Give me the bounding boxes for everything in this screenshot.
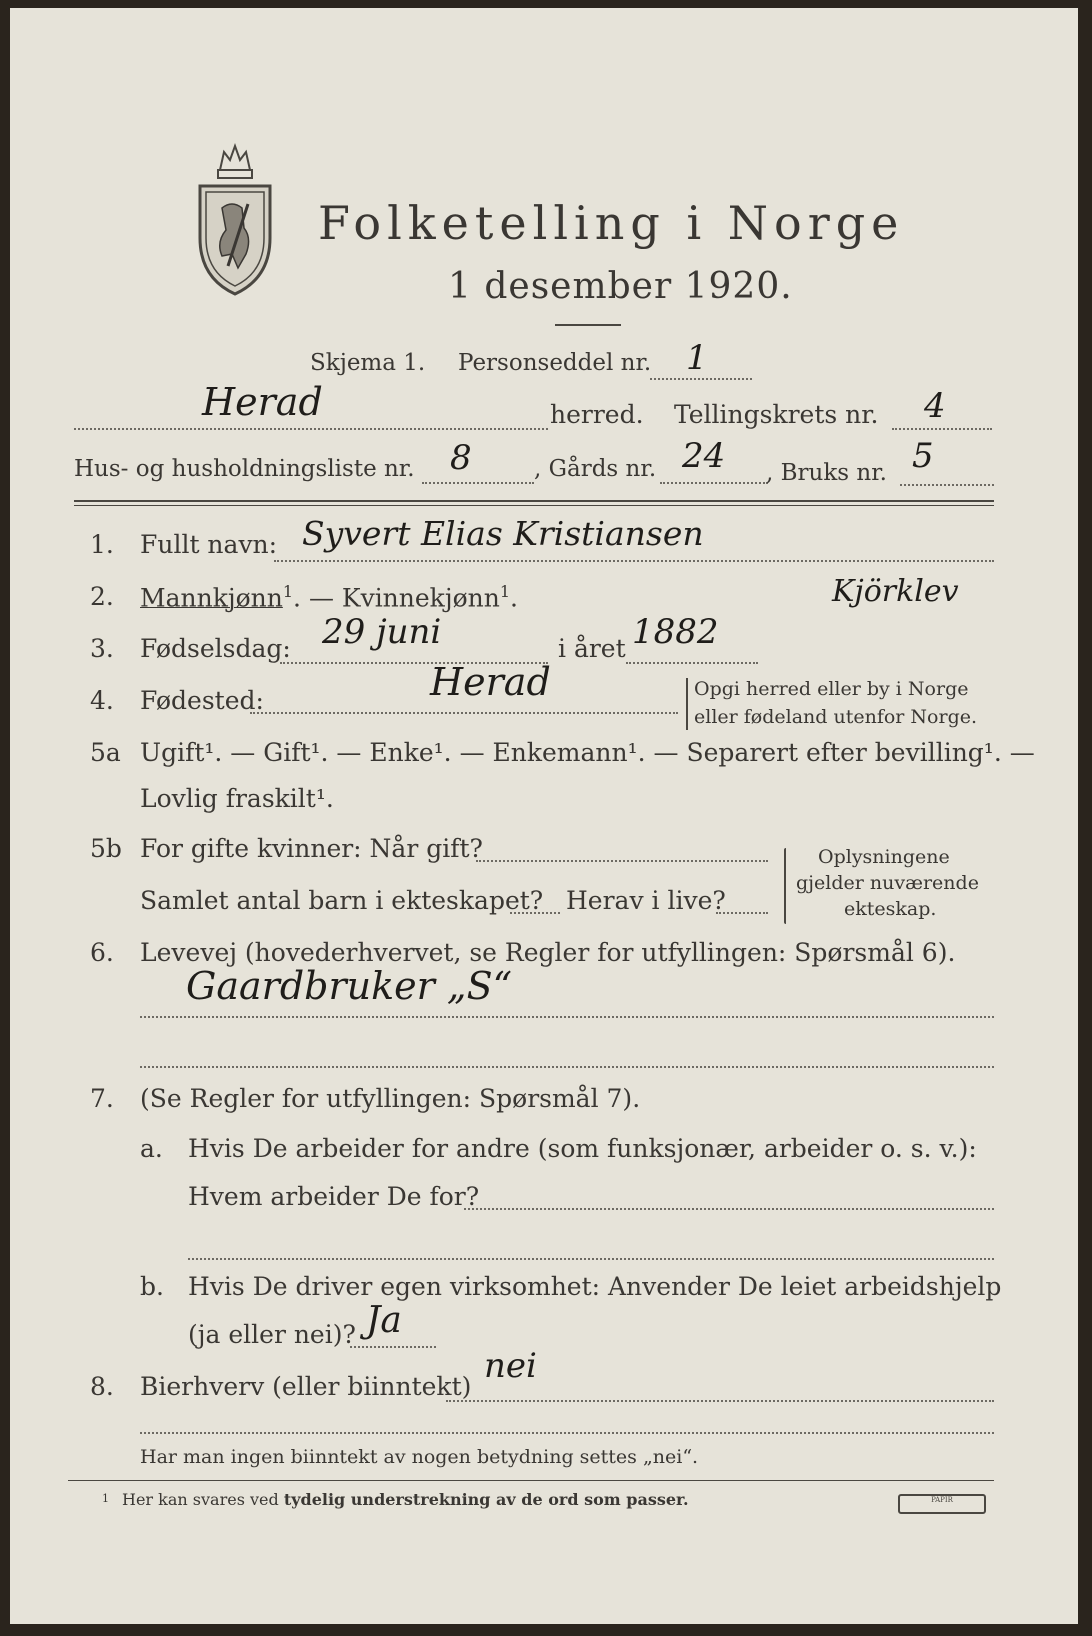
marriage-note-2: gjelder nuværende [796,872,979,894]
side-income-label: Bierhverv (eller biinntekt) [140,1372,472,1401]
tellingskrets-label: Tellingskrets nr. [674,400,879,429]
title-divider [555,324,621,326]
birthyear-label: i året [558,634,626,663]
footnote-text [122,1490,689,1509]
bruks-value[interactable]: 5 [912,436,934,476]
birthyear-field-line [626,662,758,664]
q7a-line1: Hvis De arbeider for andre (som funksjonær, arbeider o. s. v.): [188,1134,977,1163]
q7-label: (Se Regler for utfyllingen: Spørsmål 7). [140,1084,641,1113]
gender-options [140,582,518,612]
employer-field-line-2 [188,1258,994,1260]
q4-label: Fødested: [140,686,264,715]
hired-help-value[interactable]: Ja [366,1300,402,1341]
gards-field-line [660,482,768,484]
husholdningsliste-label: Hus- og husholdningsliste nr. [74,456,415,482]
children-count-label: Samlet antal barn i ekteskapet? [140,886,544,915]
gender-female-option[interactable]: Kvinnekjønn [341,583,500,613]
q2-number: 2. [90,582,114,611]
occupation-field-line-1 [140,1016,994,1018]
children-count-field-line [510,912,560,914]
married-since-field-line [476,860,768,862]
full-name-extra-value[interactable]: Kjörklev [832,574,959,609]
gender-end: . [510,583,518,613]
marriage-note-1: Oplysningene [818,846,950,868]
herred-value[interactable]: Herad [202,380,323,424]
herred-field-line [74,428,548,430]
employer-field-line-1 [464,1208,994,1210]
q3-label: Fødselsdag: [140,634,291,663]
birthyear-value[interactable]: 1882 [632,612,719,652]
birthplace-note-2: eller fødeland utenfor Norge. [694,706,978,728]
footnote-ref: 1 [282,582,294,601]
skjema-label: Skjema 1. [310,350,426,376]
occupation-value[interactable]: Gaardbruker „S“ [186,964,513,1008]
hired-help-field-line [350,1346,436,1348]
bruks-field-line [900,484,994,486]
header-rule-1 [74,500,994,502]
personseddel-label: Personseddel nr. [458,350,652,376]
footnote-text-bold: tydelig understrekning av de ord som passer. [283,1490,689,1509]
hired-help-label: (ja eller nei)? [188,1320,356,1349]
occupation-field-line-2 [140,1066,994,1068]
q7a-letter: a. [140,1134,163,1163]
gards-value[interactable]: 24 [682,436,726,476]
birthplace-note-brace [686,678,688,730]
gards-label: , Gårds nr. [534,456,657,482]
full-name-value[interactable]: Syvert Elias Kristiansen [302,514,704,553]
footnote-text-plain: Her kan svares ved [122,1490,284,1509]
footnote-rule [68,1480,994,1481]
employer-label: Hvem arbeider De for? [188,1182,480,1211]
birthplace-value[interactable]: Herad [430,660,551,704]
birthdate-value[interactable]: 29 juni [322,612,442,652]
herred-label: herred. [550,400,644,429]
personseddel-value[interactable]: 1 [686,338,708,378]
footnote-mark: 1 [102,1492,109,1505]
side-income-field-line-1 [446,1400,994,1402]
q4-number: 4. [90,686,114,715]
children-alive-label: Herav i live? [566,886,726,915]
side-income-note: Har man ingen biinntekt av nogen betydning settes „nei“. [140,1446,699,1468]
q1-label: Fullt navn: [140,530,278,559]
side-income-value[interactable]: nei [484,1346,537,1386]
husholdningsliste-value[interactable]: 8 [450,438,472,478]
marital-status-options[interactable]: Ugift¹. — Gift¹. — Enke¹. — Enkemann¹. — Separert efter bevilling¹. — [140,738,1035,767]
birthplace-field-line [250,712,678,714]
q7-number: 7. [90,1084,114,1113]
children-alive-field-line [716,912,768,914]
married-since-label: For gifte kvinner: Når gift? [140,834,483,863]
coat-of-arms-emblem [192,138,278,298]
printer-stamp [898,1494,986,1514]
q5b-number: 5b [90,834,122,863]
marital-status-options-2[interactable]: Lovlig fraskilt¹. [140,784,334,813]
bruks-label: , Bruks nr. [766,460,887,486]
q7b-letter: b. [140,1272,164,1301]
tellingskrets-value[interactable]: 4 [924,386,946,426]
gender-separator: . — [293,583,342,613]
q7b-line1: Hvis De driver egen virksomhet: Anvender De leiet arbeidshjelp [188,1272,1002,1301]
tellingskrets-field-line [892,428,992,430]
q3-number: 3. [90,634,114,663]
header-rule-2 [74,505,994,506]
q6-number: 6. [90,938,114,967]
marriage-note-3: ekteskap. [844,898,937,920]
printer-stamp-text: PAPIR [931,1496,953,1504]
footnote-ref: 1 [499,582,511,601]
gender-male-option[interactable]: Mannkjønn [140,583,283,613]
personseddel-field-line [650,378,752,380]
census-date: 1 desember 1920. [448,266,793,307]
husholdningsliste-field-line [422,482,534,484]
census-form [10,8,1078,1624]
q5a-number: 5a [90,738,121,767]
q1-number: 1. [90,530,114,559]
side-income-field-line-2 [140,1432,994,1434]
q8-number: 8. [90,1372,114,1401]
birthplace-note-1: Opgi herred eller by i Norge [694,678,969,700]
form-title: Folketelling i Norge [318,196,905,250]
q1-field-line [274,560,994,562]
occupation-label: Levevej (hovederhvervet, se Regler for utfyllingen: Spørsmål 6). [140,938,956,967]
marriage-note-brace [784,848,786,924]
